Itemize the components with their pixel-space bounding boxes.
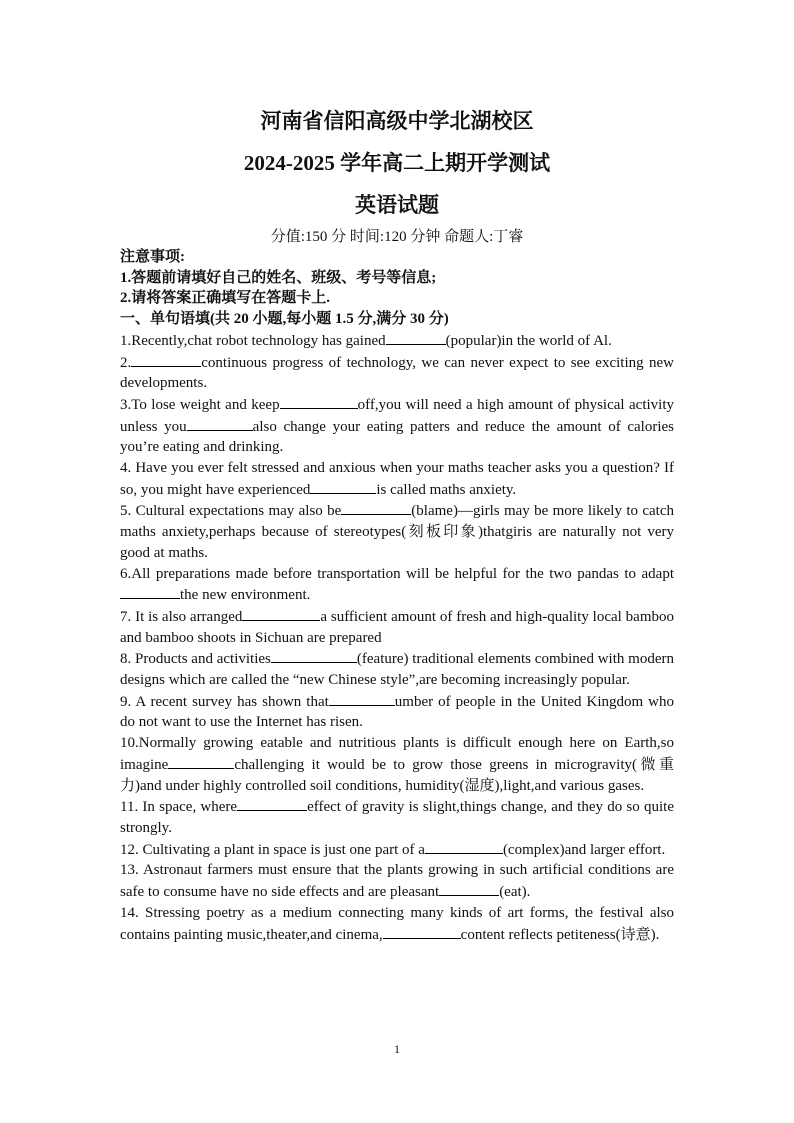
question-10: 10.Normally growing eatable and nutritious plants is difficult enough here on Earth,so imagine challenging it would be to grow those greens in microgravity(微重力)and under highly controlled soil conditions, humidity(湿度),light,and various gases. [120, 735, 674, 794]
school-title: 河南省信阳高级中学北湖校区 [260, 109, 534, 133]
question-1: 1.Recently,chat robot technology has gained (popular)in the world of Al. [120, 330, 674, 352]
answer-blank[interactable] [439, 881, 499, 896]
answer-blank[interactable] [280, 394, 358, 409]
question-6: 6.All preparations made before transportation will be helpful for the two pandas to adaptthe new environment. [120, 565, 674, 604]
section-title: 一、单句语填(共 20 小题,每小题 1.5 分,满分 30 分) [120, 311, 449, 328]
answer-blank[interactable] [329, 691, 395, 706]
answer-blank[interactable] [341, 500, 411, 515]
answer-blank[interactable] [386, 330, 446, 345]
question-12: 12. Cultivating a plant in space is just one part of a (complex)and larger effort. [120, 839, 674, 861]
exam-title: 2024-2025 学年高二上期开学测试 [243, 151, 551, 175]
question-9: 9. A recent survey has shown that umber of people in the United Kingdom who do not want to use the Internet has risen. [120, 691, 674, 733]
question-8: 8. Products and activities (feature) traditional elements combined with modern designs which are called the “new Chinese style”,are becoming increasingly popular. [120, 648, 674, 690]
question-3: 3.To lose weight and keep off,you will need a high amount of physical activity unless you also change your eating patters and reduce the amount of calories you’re eating and drinking. [120, 394, 674, 458]
question-13: 13. Astronaut farmers must ensure that the plants growing in such artificial conditions are safe to consume have no side effects and are pleasant (eat). [120, 862, 674, 901]
subject-title: 英语试题 [355, 193, 439, 217]
answer-blank[interactable] [425, 839, 503, 854]
answer-blank[interactable] [310, 479, 376, 494]
question-14: 14. Stressing poetry as a medium connecting many kinds of art forms, the festival also contains painting music,theater,and cinema, content reflects petiteness(诗意). [120, 904, 674, 943]
answer-blank[interactable] [237, 796, 307, 811]
notes-heading: 注意事项: [120, 249, 185, 265]
question-5: 5. Cultural expectations may also be (blame)—girls may be more likely to catch maths anxiety,perhaps because of stereotypes(刻板印象)thatgiris are naturally not very good at maths. [120, 500, 674, 563]
answer-blank[interactable] [120, 584, 180, 599]
answer-blank[interactable] [131, 352, 201, 367]
page-number: 1 [394, 1042, 400, 1056]
answer-blank[interactable] [383, 924, 461, 939]
exam-meta: 分值:150 分 时间:120 分钟 命题人:丁睿 [270, 229, 524, 245]
exam-page [120, 100, 674, 945]
answer-blank[interactable] [168, 754, 234, 769]
answer-blank[interactable] [271, 648, 357, 663]
question-2: 2. continuous progress of technology, we can never expect to see exciting new developments. [120, 352, 674, 394]
question-11: 11. In space, where effect of gravity is slight,things change, and they do so quite strongly. [120, 796, 674, 838]
note-item: 2.请将答案正确填写在答题卡上. [120, 290, 331, 307]
note-item: 1.答题前请填好自己的姓名、班级、考号等信息; [120, 269, 437, 286]
answer-blank[interactable] [242, 606, 320, 621]
answer-blank[interactable] [187, 416, 253, 431]
question-4: 4. Have you ever felt stressed and anxious when your maths teacher asks you a question? If so, you might have experienced is called maths anxiety. [120, 460, 674, 498]
question-7: 7. It is also arranged a sufficient amount of fresh and high-quality local bamboo and bamboo shoots in Sichuan are prepared [120, 606, 674, 648]
